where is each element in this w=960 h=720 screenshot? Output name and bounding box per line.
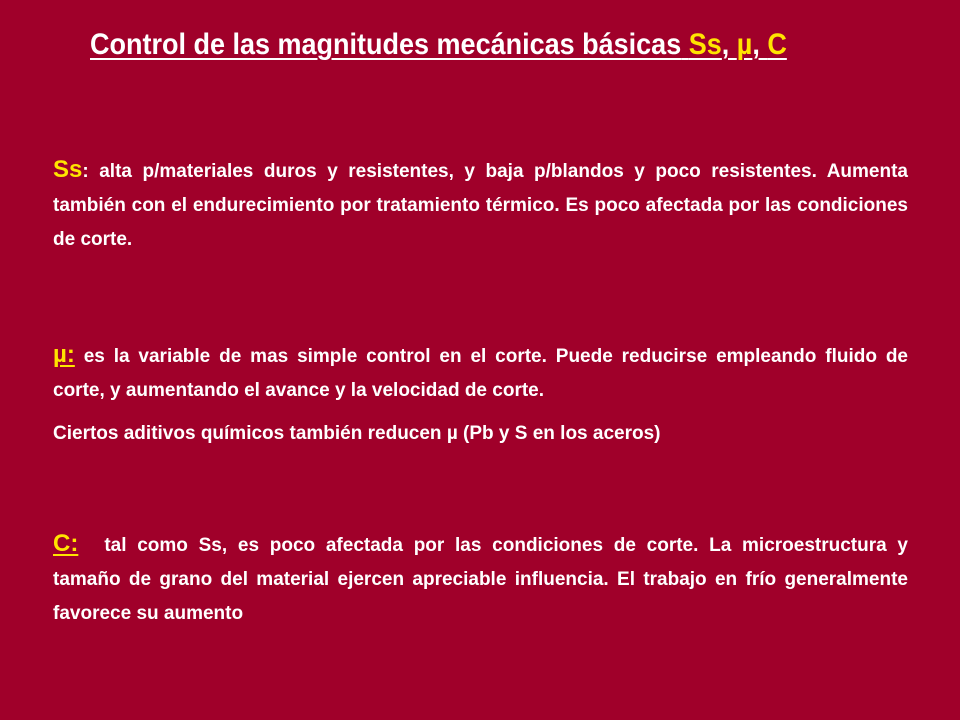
c-text: tal como Ss, es poco afectada por las condiciones de corte. La microestructura y tamaño de grano del material ejercen apreciable influencia. El trabajo en frío generalmente favorece su aumento xyxy=(53,535,908,624)
paragraph-ss xyxy=(53,153,908,257)
ss-colon: : xyxy=(82,161,89,182)
paragraph-mu xyxy=(53,338,908,408)
paragraph-c xyxy=(53,527,908,631)
title-symbol-mu: µ xyxy=(736,28,753,61)
slide-title xyxy=(90,28,828,62)
c-key-label: C: xyxy=(53,530,79,557)
title-symbol-ss: Ss xyxy=(688,28,722,61)
title-separator-2: , xyxy=(752,28,768,61)
ss-key-label: Ss xyxy=(53,156,83,183)
title-separator-1: , xyxy=(721,28,737,61)
title-symbol-c: C xyxy=(767,28,787,61)
paragraph-mu-additives xyxy=(53,417,908,451)
title-main: Control de las magnitudes mecánicas básicas xyxy=(90,28,682,61)
mu-text: es la variable de mas simple control en el corte. Puede reducirse empleando fluido de corte, y aumentando el avance y la velocidad de corte. xyxy=(53,346,908,401)
ss-text: alta p/materiales duros y resistentes, y baja p/blandos y poco resistentes. Aumenta también con el endurecimiento por tratamiento térmico. Es poco afectada por las condiciones de corte. xyxy=(53,161,908,250)
mu-extra-text: Ciertos aditivos químicos también reducen µ (Pb y S en los aceros) xyxy=(53,423,661,444)
mu-key-label: µ: xyxy=(53,341,75,368)
